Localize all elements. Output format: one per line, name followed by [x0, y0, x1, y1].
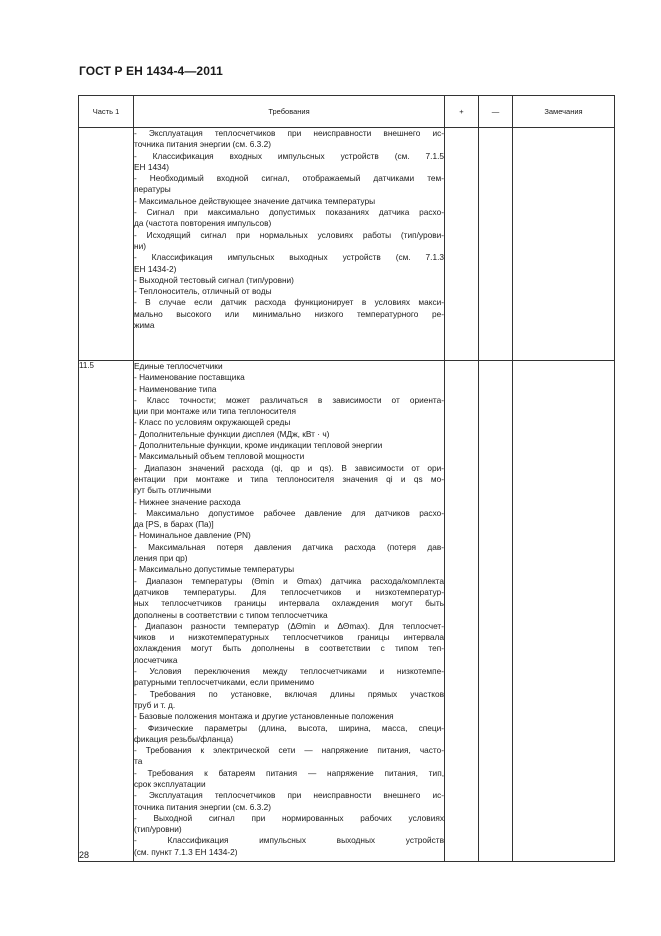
requirement-line: ни)	[134, 240, 146, 251]
requirement-line: ления при qp)	[134, 553, 188, 564]
requirement-line: - Классификация входных импульсных устройств (см. 7.1.5	[134, 150, 444, 161]
requirement-line: датчиков температуры. Для теплосчетчиков и низкотемператур-	[134, 586, 444, 597]
requirement-line: - Базовые положения монтажа и другие установленные положения	[134, 711, 394, 722]
requirement-line: лосчетчика	[134, 654, 178, 665]
part-cell: 11.5	[79, 361, 134, 862]
minus-cell	[479, 128, 513, 361]
column-header-notes: Замечания	[513, 96, 615, 128]
notes-cell	[513, 361, 615, 862]
requirement-line: да (частота повторения импульсов)	[134, 218, 272, 229]
requirement-line: труб и т. д.	[134, 699, 176, 710]
requirement-line: ции при монтаже или типа теплоносителя	[134, 406, 297, 417]
requirement-line: - Дополнительные функции дисплея (МДж, кВт · ч)	[134, 428, 330, 439]
requirement-line: - Необходимый входной сигнал, отображаемый датчиками тем-	[134, 173, 444, 184]
notes-cell	[513, 128, 615, 361]
requirement-line: - Максимально допустимые температуры	[134, 564, 295, 575]
requirement-line: гут быть отличными	[134, 485, 212, 496]
requirement-line: - Диапазон разности температур (ΔΘmin и ΔΘmax). Для теплосчет-	[134, 620, 444, 631]
requirement-line: - Выходной сигнал при нормированных рабочих условиях	[134, 812, 444, 823]
requirement-line: - Физические параметры (длина, высота, ширина, масса, специ-	[134, 722, 444, 733]
requirement-line: - Максимальная потеря давления датчика расхода (потеря дав-	[134, 541, 444, 552]
requirement-line: Единые теплосчетчики	[134, 361, 223, 371]
requirement-line: пературы	[134, 184, 171, 195]
requirement-line: - Наименование типа	[134, 383, 217, 394]
column-header-minus: —	[479, 96, 513, 128]
document-title: ГОСТ Р ЕН 1434-4—2011	[79, 64, 223, 78]
requirement-line: - Эксплуатация теплосчетчиков при неисправности внешнего ис-	[134, 790, 444, 801]
requirement-line: - Требования к электрической сети — напряжение питания, часто-	[134, 745, 444, 756]
requirement-line: - Выходной тестовый сигнал (тип/уровни)	[134, 274, 294, 285]
requirement-line: - Сигнал при максимально допустимых показаниях датчика расхо-	[134, 207, 444, 218]
requirement-line: (тип/уровни)	[134, 824, 182, 835]
requirement-line: дополнены в соответствии с типом теплосчетчика	[134, 609, 328, 620]
requirements-cell	[134, 361, 445, 862]
requirement-line: - Нижнее значение расхода	[134, 496, 241, 507]
requirement-line: ных теплосчетчиков границы интервала охлаждения могут быть	[134, 598, 444, 609]
table-row	[79, 128, 615, 361]
requirement-line: - Эксплуатация теплосчетчиков при неисправности внешнего ис-	[134, 128, 444, 138]
requirement-line: - Максимальный объем тепловой мощности	[134, 451, 305, 462]
table-row	[79, 361, 615, 862]
requirement-line: чиков и низкотемпературных теплосчетчиков границы интервала	[134, 632, 444, 643]
requirement-line: - Требования к батареям питания — напряжение питания, тип,	[134, 767, 444, 778]
requirement-line: ЕН 1434-2)	[134, 263, 177, 274]
plus-cell	[445, 361, 479, 862]
requirement-line: - Классификация импульсных выходных устройств (см. 7.1.3	[134, 252, 444, 263]
requirement-line: - Наименование поставщика	[134, 372, 245, 383]
column-header-part: Часть 1	[79, 96, 134, 128]
page-number: 28	[79, 850, 90, 860]
requirement-line: - В случае если датчик расхода функционирует в условиях макси-	[134, 297, 444, 308]
requirement-line: мально высокого или минимально низкого температурного ре-	[134, 308, 444, 319]
requirement-line: - Класс точности; может различаться в зависимости от ориента-	[134, 394, 444, 405]
requirement-line: точника питания энергии (см. 6.3.2)	[134, 801, 271, 812]
requirement-line: - Максимально допустимое рабочее давление для датчиков расхо-	[134, 507, 444, 518]
requirement-line: - Требования по установке, включая длины прямых участков	[134, 688, 444, 699]
table-header-row	[79, 96, 615, 128]
requirement-line: - Условия переключения между теплосчетчиками и низкотемпе-	[134, 666, 444, 677]
plus-cell	[445, 128, 479, 361]
requirement-line: - Исходящий сигнал при нормальных условиях работы (тип/урови-	[134, 229, 444, 240]
column-header-requirements: Требования	[134, 96, 445, 128]
requirement-line: - Максимальное действующее значение датчика температуры	[134, 195, 376, 206]
requirements-table	[78, 95, 615, 862]
requirement-line: - Дополнительные функции, кроме индикации тепловой энергии	[134, 440, 383, 451]
requirements-cell	[134, 128, 445, 361]
requirement-line: фикация резьбы/фланца)	[134, 733, 234, 744]
requirement-line: - Классификация импульсных выходных устройств	[134, 835, 444, 846]
requirement-line: - Диапазон значений расхода (qi, qp и qs). В зависимости от ори-	[134, 462, 444, 473]
requirement-line: ратурными теплосчетчиками, если применимо	[134, 677, 315, 688]
requirement-line: ЕН 1434)	[134, 161, 170, 172]
requirement-line: - Класс по условиям окружающей среды	[134, 417, 291, 428]
requirement-line: точника питания энергии (см. 6.3.2)	[134, 139, 271, 150]
requirement-line: (см. пункт 7.1.3 ЕН 1434-2)	[134, 846, 238, 857]
requirement-line: охлаждения могут быть дополнены в соответствии с типом теп-	[134, 643, 444, 654]
requirement-line: жима	[134, 320, 155, 331]
part-cell	[79, 128, 134, 361]
requirement-line: да [PS, в барах (Па)]	[134, 519, 214, 530]
requirement-line: срок эксплуатации	[134, 778, 206, 789]
requirement-line: - Диапазон температуры (Θmin и Θmax) датчика расхода/комплекта	[134, 575, 444, 586]
minus-cell	[479, 361, 513, 862]
column-header-plus: +	[445, 96, 479, 128]
requirement-line: - Теплоноситель, отличный от воды	[134, 286, 272, 297]
requirement-line: ентации при монтаже и типа теплоносителя значения qi и qs мо-	[134, 473, 444, 484]
requirement-line: та	[134, 756, 143, 767]
requirement-line: - Номинальное давление (PN)	[134, 530, 251, 541]
